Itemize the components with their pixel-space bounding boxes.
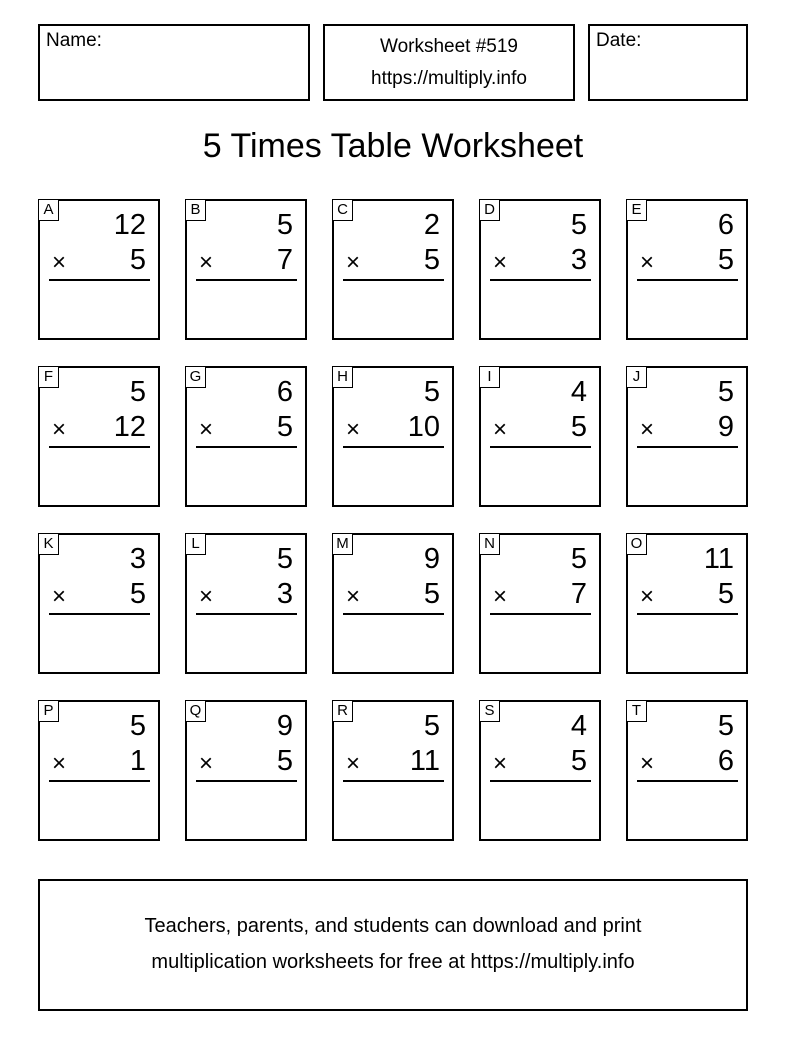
multiplicand: 5	[717, 376, 734, 408]
multiplicand: 4	[570, 376, 587, 408]
multiplier: 5	[717, 244, 734, 276]
times-sign: ×	[52, 583, 67, 610]
problem-card-d[interactable]	[479, 199, 601, 340]
answer-line	[196, 780, 297, 782]
multiplier: 1	[129, 745, 146, 777]
multiplicand: 6	[717, 209, 734, 241]
multiplier: 5	[570, 411, 587, 443]
problem-card-a[interactable]	[38, 199, 160, 340]
problem-card-c[interactable]	[332, 199, 454, 340]
problem-letter: E	[626, 199, 647, 221]
problem-letter: D	[479, 199, 500, 221]
times-sign: ×	[52, 416, 67, 443]
worksheet-info-box	[323, 24, 575, 101]
times-sign: ×	[346, 249, 361, 276]
name-field-box[interactable]	[38, 24, 310, 101]
problem-letter: R	[332, 700, 353, 722]
problem-letter: M	[332, 533, 353, 555]
multiplicand: 5	[717, 710, 734, 742]
times-sign: ×	[52, 750, 67, 777]
problem-letter: Q	[185, 700, 206, 722]
problem-letter: I	[479, 366, 500, 388]
multiplicand: 5	[129, 376, 146, 408]
problem-card-e[interactable]	[626, 199, 748, 340]
answer-line	[343, 446, 444, 448]
multiplier: 9	[717, 411, 734, 443]
multiplicand: 12	[113, 209, 146, 241]
answer-line	[637, 279, 738, 281]
multiplier: 6	[717, 745, 734, 777]
answer-line	[637, 613, 738, 615]
multiplier: 5	[423, 578, 440, 610]
answer-line	[49, 780, 150, 782]
problem-card-l[interactable]	[185, 533, 307, 674]
times-sign: ×	[493, 750, 508, 777]
problem-letter: P	[38, 700, 59, 722]
problem-card-q[interactable]	[185, 700, 307, 841]
times-sign: ×	[640, 583, 655, 610]
problem-card-m[interactable]	[332, 533, 454, 674]
times-sign: ×	[493, 249, 508, 276]
problem-letter: S	[479, 700, 500, 722]
multiplicand: 5	[276, 209, 293, 241]
name-label: Name:	[46, 30, 102, 51]
problem-letter: F	[38, 366, 59, 388]
multiplicand: 3	[129, 543, 146, 575]
problem-card-b[interactable]	[185, 199, 307, 340]
answer-line	[490, 613, 591, 615]
footer-box	[38, 879, 748, 1011]
multiplicand: 5	[423, 376, 440, 408]
times-sign: ×	[640, 249, 655, 276]
times-sign: ×	[640, 750, 655, 777]
problem-letter: O	[626, 533, 647, 555]
multiplicand: 9	[423, 543, 440, 575]
answer-line	[490, 780, 591, 782]
times-sign: ×	[199, 416, 214, 443]
problem-letter: T	[626, 700, 647, 722]
problem-letter: B	[185, 199, 206, 221]
date-field-box[interactable]	[588, 24, 748, 101]
multiplicand: 2	[423, 209, 440, 241]
multiplicand: 5	[423, 710, 440, 742]
multiplier: 5	[276, 411, 293, 443]
problem-letter: J	[626, 366, 647, 388]
multiplier: 7	[570, 578, 587, 610]
multiplicand: 5	[570, 209, 587, 241]
worksheet-website: https://multiply.info	[371, 68, 527, 89]
answer-line	[637, 446, 738, 448]
problem-card-t[interactable]	[626, 700, 748, 841]
date-label: Date:	[596, 30, 642, 51]
problem-card-k[interactable]	[38, 533, 160, 674]
multiplier: 7	[276, 244, 293, 276]
answer-line	[637, 780, 738, 782]
problem-letter: N	[479, 533, 500, 555]
problem-card-j[interactable]	[626, 366, 748, 507]
problem-card-p[interactable]	[38, 700, 160, 841]
answer-line	[196, 613, 297, 615]
page-title: 5 Times Table Worksheet	[202, 127, 584, 165]
worksheet-number: Worksheet #519	[379, 36, 518, 57]
times-sign: ×	[199, 750, 214, 777]
problem-letter: L	[185, 533, 206, 555]
times-sign: ×	[346, 416, 361, 443]
multiplier: 5	[423, 244, 440, 276]
times-sign: ×	[346, 583, 361, 610]
problem-letter: G	[185, 366, 206, 388]
problem-card-n[interactable]	[479, 533, 601, 674]
times-sign: ×	[52, 249, 67, 276]
answer-line	[343, 780, 444, 782]
multiplicand: 5	[570, 543, 587, 575]
problem-letter: C	[332, 199, 353, 221]
answer-line	[49, 446, 150, 448]
problem-card-g[interactable]	[185, 366, 307, 507]
multiplier: 5	[276, 745, 293, 777]
problem-card-r[interactable]	[332, 700, 454, 841]
multiplier: 5	[129, 244, 146, 276]
times-sign: ×	[199, 583, 214, 610]
multiplicand: 9	[276, 710, 293, 742]
multiplicand: 5	[129, 710, 146, 742]
problem-card-h[interactable]	[332, 366, 454, 507]
problem-letter: A	[38, 199, 59, 221]
multiplier: 3	[276, 578, 293, 610]
answer-line	[343, 613, 444, 615]
problem-card-i[interactable]	[479, 366, 601, 507]
multiplier: 11	[409, 745, 440, 777]
times-sign: ×	[640, 416, 655, 443]
answer-line	[196, 446, 297, 448]
problem-card-o[interactable]	[626, 533, 748, 674]
multiplicand: 11	[703, 543, 734, 575]
answer-line	[49, 279, 150, 281]
times-sign: ×	[199, 249, 214, 276]
multiplier: 10	[407, 411, 440, 443]
footer-line-1: Teachers, parents, and students can download and print	[144, 915, 642, 937]
footer-line-2: multiplication worksheets for free at https://multiply.info	[151, 951, 635, 973]
problem-card-s[interactable]	[479, 700, 601, 841]
multiplier: 3	[570, 244, 587, 276]
times-sign: ×	[493, 416, 508, 443]
answer-line	[490, 279, 591, 281]
multiplicand: 6	[276, 376, 293, 408]
multiplier: 5	[717, 578, 734, 610]
multiplier: 5	[129, 578, 146, 610]
answer-line	[343, 279, 444, 281]
answer-line	[49, 613, 150, 615]
problem-letter: K	[38, 533, 59, 555]
problem-letter: H	[332, 366, 353, 388]
multiplier: 12	[113, 411, 146, 443]
multiplier: 5	[570, 745, 587, 777]
times-sign: ×	[493, 583, 508, 610]
multiplicand: 4	[570, 710, 587, 742]
problem-card-f[interactable]	[38, 366, 160, 507]
multiplicand: 5	[276, 543, 293, 575]
times-sign: ×	[346, 750, 361, 777]
answer-line	[490, 446, 591, 448]
answer-line	[196, 279, 297, 281]
